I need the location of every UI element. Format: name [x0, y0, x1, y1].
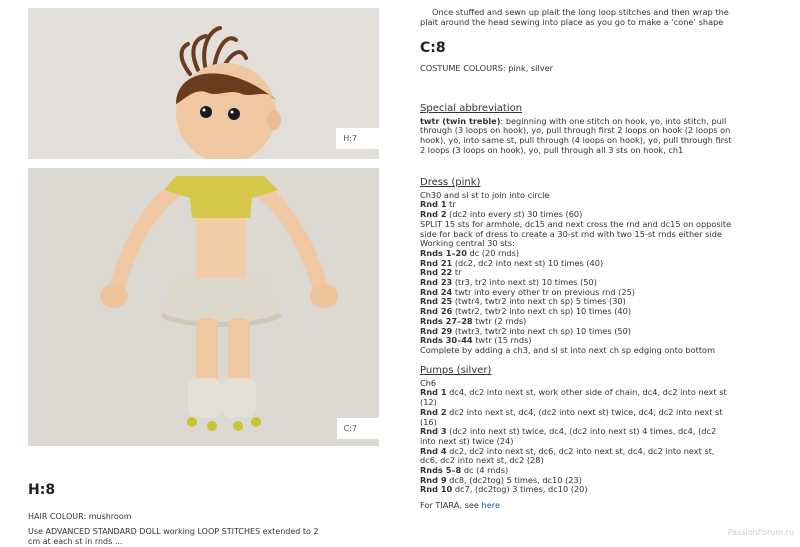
doll-head-illustration: [28, 8, 379, 159]
use-line-2: cm at each st in rnds ...: [28, 537, 123, 546]
pumps-line: [420, 408, 776, 418]
right-leg: [228, 318, 250, 388]
pumps-section: [420, 366, 776, 511]
pumps-instruction: dc2, dc2 into next st, dc6, dc2 into next st, dc4, dc2 into next st,: [446, 445, 715, 456]
pumps-instruction: dc (4 rnds): [461, 465, 509, 476]
intro-text: [420, 8, 772, 27]
special-round-label: twtr (twin treble): [420, 115, 501, 126]
pumps-instruction: (dc2 into next st) twice, dc4, (dc2 into next st) 4 times, dc4, (dc2: [446, 426, 717, 437]
right-eye: [228, 108, 240, 120]
dress-round-label: Rnd 26: [420, 306, 453, 317]
special-abbrev-lines: [420, 117, 776, 156]
dress-round-label: Rnd 2: [420, 209, 447, 220]
dress-round-label: Rnds 30–44: [420, 335, 473, 346]
intro-line-2: plait around the head sewing into place as you go to make a ‘cone’ shape: [420, 16, 724, 27]
pumps-instruction: into next st) twice (24): [420, 435, 514, 446]
left-pump: [188, 378, 222, 418]
dress-instruction: (tr3, tr2 into next st) 10 times (50): [452, 277, 597, 288]
photo-label-h7: H:7: [336, 128, 379, 149]
left-eye: [200, 106, 212, 118]
left-leg: [196, 318, 218, 388]
dress-heading: Dress (pink): [420, 177, 481, 188]
costume-colours: COSTUME COLOURS: pink, silver: [420, 62, 553, 73]
use-line-1: Use ADVANCED STANDARD DOLL working LOOP STITCHES extended to 2: [28, 527, 319, 536]
special-instruction: hook), yo, into same st, pull through (4 loops on hook), yo, pull through first: [420, 135, 732, 146]
watermark: PassionForum.ru: [727, 528, 794, 537]
pumps-lines: [420, 379, 776, 495]
special-instruction: 2 loops (3 loops on hook), yo, pull through all 3 sts on hook, ch1: [420, 144, 684, 155]
tiara-link[interactable]: here: [481, 500, 500, 511]
special-instruction: : beginning with one stitch on hook, yo, into stitch, pull: [500, 115, 727, 126]
hair-colour: HAIR COLOUR: mushroom: [28, 512, 132, 521]
dress-lines: [420, 191, 776, 356]
dress-section: [420, 178, 776, 356]
tiara-line: [420, 501, 776, 511]
pumps-round-label: Rnd 9: [420, 474, 447, 485]
special-instruction: through (3 loops on hook), yo, pull through first 2 loops on hook (2 loops on: [420, 125, 731, 136]
doll-body-photo: [28, 168, 379, 446]
dress-instruction: Complete by adding a ch3, and sl st into next ch sp edging onto bottom: [420, 344, 716, 355]
dress-line: [420, 191, 776, 201]
dress-instruction: tr: [446, 199, 456, 210]
pumps-heading: Pumps (silver): [420, 365, 492, 376]
dress-instruction: (dc2, dc2 into next st) 10 times (40): [452, 257, 604, 268]
dress-round-label: Rnds 1–20: [420, 247, 467, 258]
pumps-round-label: Rnd 4: [420, 445, 447, 456]
pumps-line: [420, 388, 776, 398]
dress-round-label: Rnd 23: [420, 277, 453, 288]
grey-skirt: [162, 278, 280, 322]
dress-instruction: twtr (2 rnds): [472, 315, 527, 326]
pumps-round-label: Rnd 3: [420, 426, 447, 437]
doll-body-illustration: [28, 168, 379, 446]
dress-instruction: Working central 30 sts:: [420, 238, 515, 249]
right-pump: [222, 378, 256, 418]
pumps-instruction: dc4, dc2 into next st, work other side of chain, dc4, dc2 into next st: [446, 387, 727, 398]
pumps-round-label: Rnd 10: [420, 484, 453, 495]
dress-round-label: Rnd 21: [420, 257, 453, 268]
dress-instruction: dc (20 rnds): [466, 247, 520, 258]
special-abbrev-heading: Special abbreviation: [420, 103, 523, 114]
dress-instruction: (twtr2, twtr2 into next ch sp) 10 times (40): [452, 306, 632, 317]
pumps-round-label: Rnd 2: [420, 406, 447, 417]
h8-section: [28, 482, 388, 547]
dress-instruction: side for back of dress to create a 30-st rnd with two 15-st rnds either side: [420, 228, 722, 239]
dress-round-label: Rnd 22: [420, 267, 453, 278]
dress-line: [420, 259, 776, 269]
pumps-instruction: dc2 into next st, dc4, (dc2 into next st) twice, dc4, dc2 into next st: [446, 406, 723, 417]
dress-instruction: twtr into every other tr on previous rnd (25): [452, 286, 635, 297]
dress-round-label: Rnd 1: [420, 199, 447, 210]
pumps-instruction: (12): [420, 397, 437, 408]
pumps-instruction: dc6, dc2 into next st, dc2 (28): [420, 455, 544, 466]
dress-round-label: Rnd 25: [420, 296, 453, 307]
h8-title: H:8: [28, 482, 56, 498]
dress-round-label: Rnd 24: [420, 286, 453, 297]
dress-instruction: tr: [452, 267, 462, 278]
pumps-line: [420, 485, 776, 495]
torso: [196, 208, 246, 288]
pumps-instruction: (16): [420, 416, 437, 427]
c8-title: C:8: [420, 40, 446, 56]
dress-instruction: SPLIT 15 sts for armhole, dc15 and next cross the rnd and dc15 on opposite: [420, 218, 732, 229]
dress-instruction: (twtr4, twtr2 into next ch sp) 5 times (30): [452, 296, 626, 307]
pumps-instruction: Ch6: [420, 377, 437, 388]
photo-label-c7: C:7: [337, 418, 379, 439]
dress-round-label: Rnds 27–28: [420, 315, 473, 326]
pumps-instruction: dc8, (dc2tog) 5 times, dc10 (23): [446, 474, 582, 485]
pumps-instruction: dc7, (dc2tog) 3 times, dc10 (20): [452, 484, 588, 495]
pumps-round-label: Rnds 5–8: [420, 465, 462, 476]
dress-instruction: Ch30 and sl st to join into circle: [420, 189, 550, 200]
dress-instruction: (dc2 into every st) 30 times (60): [446, 209, 583, 220]
intro-line-1: Once stuffed and sewn up plait the long loop stitches and then wrap the: [432, 7, 729, 17]
tiara-prefix: For TIARA, see: [420, 500, 482, 511]
pumps-round-label: Rnd 1: [420, 387, 447, 398]
dress-instruction: twtr (15 rnds): [472, 335, 532, 346]
special-line: [420, 146, 776, 156]
dress-line: [420, 346, 776, 356]
c8-section: [420, 40, 776, 73]
dress-round-label: Rnd 29: [420, 325, 453, 336]
special-abbrev-section: [420, 104, 776, 156]
dress-instruction: (twtr3, twtr2 into next ch sp) 10 times (50): [452, 325, 632, 336]
doll-head-photo: [28, 8, 379, 159]
